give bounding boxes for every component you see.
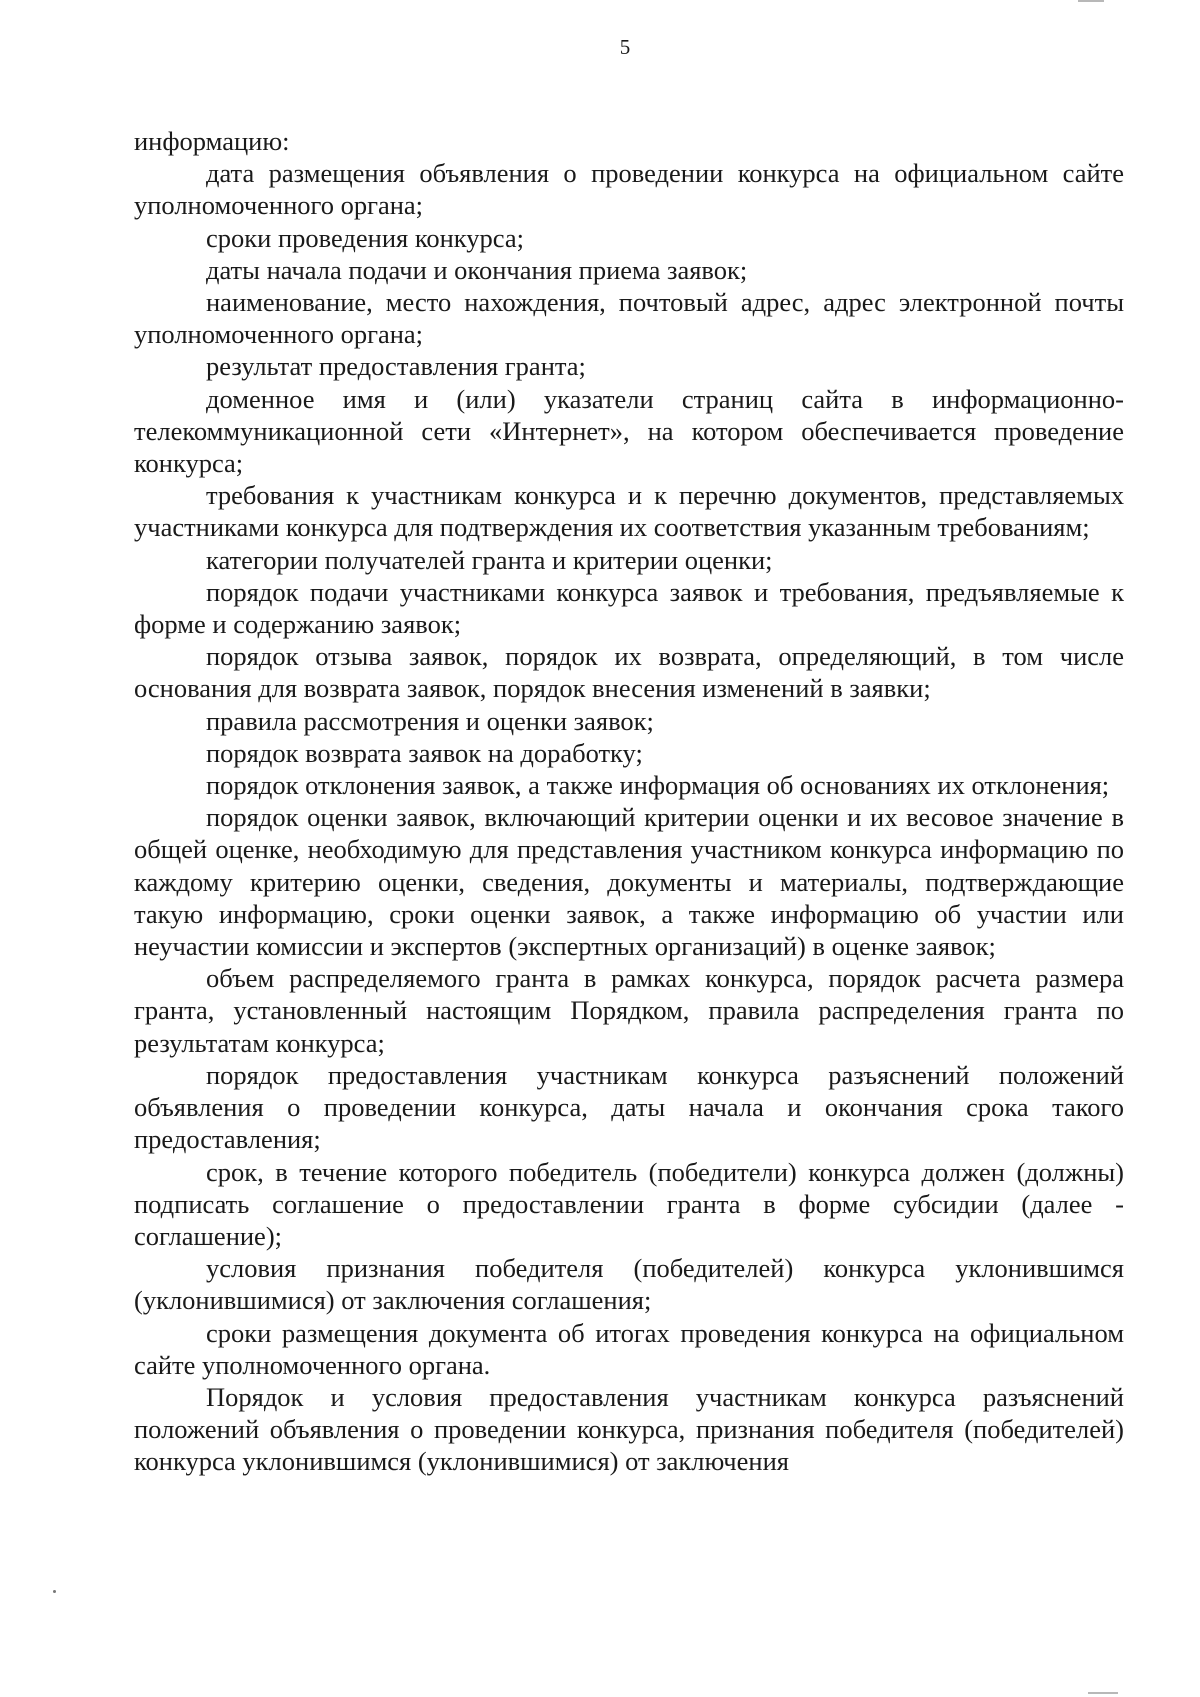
scan-edge-mark [1088,1692,1118,1694]
document-body [134,125,1124,1478]
paragraph: даты начала подачи и окончания приема заявок; [206,254,748,285]
paragraph: информацию: [134,126,290,156]
paragraph: результат предоставления гранта; [206,351,586,382]
paragraph: категории получателей гранта и критерии оценки; [206,544,773,575]
page-number: 5 [619,35,631,59]
paragraph: порядок возврата заявок на доработку; [206,737,643,768]
paragraph: порядок подачи участниками конкурса заявок и требования, предъявляемые к форме и содержанию заявок; [134,576,1124,640]
paragraph: сроки размещения документа об итогах проведения конкурса на официальном сайте уполномоченного органа. [134,1317,1124,1380]
paragraph: Порядок и условия предоставления участникам конкурса разъяснений положений объявления о проведении конкурса, признания победителя (победителей) конкурса уклонившимся (уклонившимися) от заключения [134,1381,1124,1477]
paragraph: условия признания победителя (победителей) конкурса уклонившимся (уклонившимися) от заключения соглашения; [134,1253,1124,1316]
paragraph: дата размещения объявления о проведении конкурса на официальном сайте уполномоченного органа; [134,158,1124,221]
paragraph: доменное имя и (или) указатели страниц сайта в информационно-телекоммуникационной сети «Интернет», на котором обеспечивается проведение конкурса; [134,383,1124,479]
paragraph: наименование, место нахождения, почтовый адрес, адрес электронной почты уполномоченного органа; [134,287,1124,350]
paragraph: порядок предоставления участникам конкурса разъяснений положений объявления о проведении конкурса, даты начала и окончания срока такого предоставления; [134,1059,1124,1155]
paragraph: порядок оценки заявок, включающий критерии оценки и их весовое значение в общей оценке, необходимую для представления участником конкурса информацию по каждому критерию оценки, сведения, документы и материалы, подтверждающие такую информацию, сроки оценки заявок, а также информацию об участии или неучастии комиссии и экспертов (экспертных организаций) в оценке заявок; [134,802,1124,962]
scan-edge-mark [1078,0,1104,2]
paragraph: порядок отзыва заявок, порядок их возврата, определяющий, в том числе основания для возврата заявок, порядок внесения изменений в заявки; [134,641,1124,704]
paragraph: срок, в течение которого победитель (победители) конкурса должен (должны) подписать соглашение о предоставлении гранта в форме субсидии (далее - соглашение); [134,1156,1124,1251]
paragraph: правила рассмотрения и оценки заявок; [206,705,654,736]
paragraph: сроки проведения конкурса; [206,222,524,253]
paragraph: порядок отклонения заявок, а также информация об основаниях их отклонения; [206,770,1110,801]
paragraph: объем распределяемого гранта в рамках конкурса, порядок расчета размера гранта, установленный настоящим Порядком, правила распределения гранта по результатам конкурса; [134,963,1124,1058]
paragraph: требования к участникам конкурса и к перечню документов, представляемых участниками конкурса для подтверждения их соответствия указанным требованиям; [134,480,1124,543]
scan-speck [53,1590,56,1593]
